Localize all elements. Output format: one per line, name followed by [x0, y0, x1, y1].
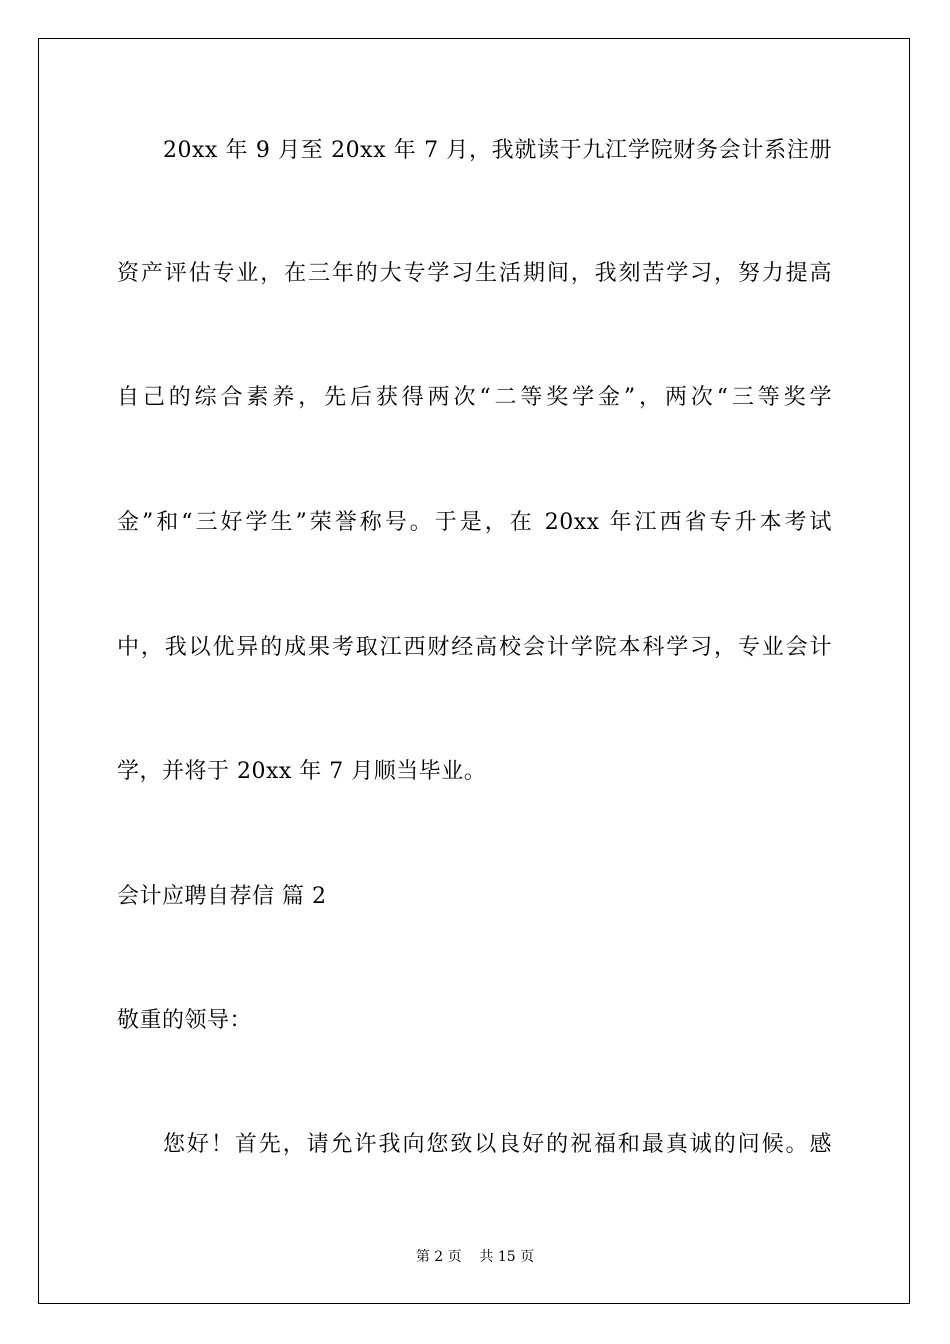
paragraph-line: 20xx 年 9 月至 20xx 年 7 月，我就读于九江学院财务会计系注册: [163, 138, 832, 163]
paragraph-line: 学，并将于 20xx 年 7 月顺当毕业。: [117, 759, 487, 784]
page-number: 第 2 页 共 15 页: [415, 1249, 535, 1265]
paragraph-line: 金”和“三好学生”荣誉称号。于是，在 20xx 年江西省专升本考试: [117, 510, 832, 535]
section-heading: 会计应聘自荐信 篇 2: [117, 884, 327, 909]
paragraph-line: 自己的综合素养，先后获得两次“二等奖学金”，两次“三等奖学: [117, 385, 832, 410]
paragraph-line: 资产评估专业，在三年的大专学习生活期间，我刻苦学习，努力提高: [117, 261, 832, 286]
paragraph-line: 您好！首先，请允许我向您致以良好的祝福和最真诚的问候。感: [163, 1132, 832, 1157]
salutation: 敬重的领导：: [117, 1008, 253, 1033]
page-border: [38, 38, 910, 1304]
paragraph-line: 中，我以优异的成果考取江西财经高校会计学院本科学习，专业会计: [117, 635, 832, 660]
